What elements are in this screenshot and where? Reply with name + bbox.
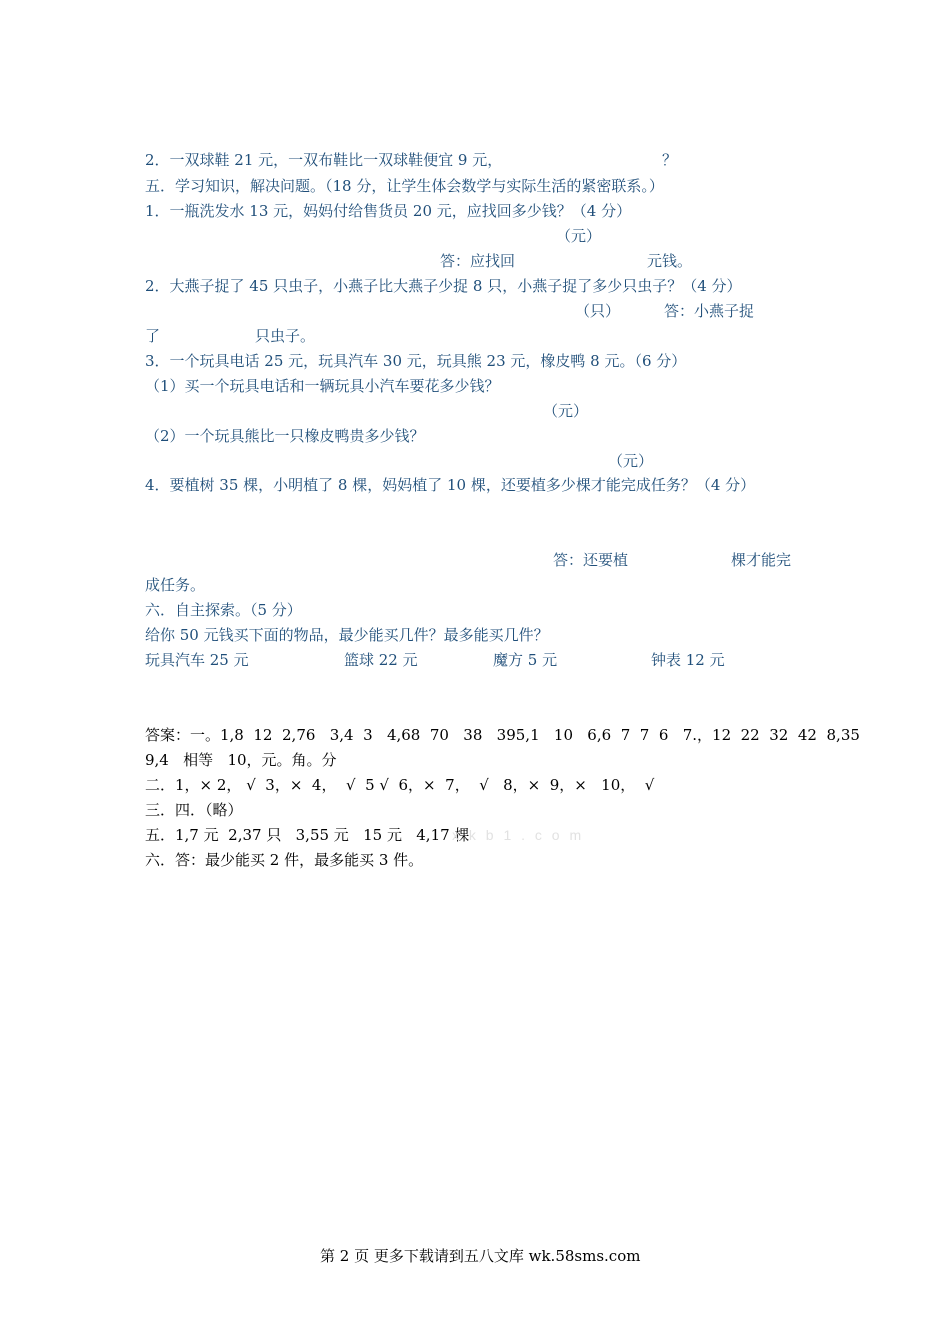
watermark: x k b 1 . c o m	[452, 827, 585, 843]
s5-q2-unit: （只）	[575, 302, 621, 320]
item-basketball: 篮球 22 元	[344, 651, 418, 669]
item-clock: 钟表 12 元	[651, 651, 725, 669]
s5-q2-answer-suffix: 只虫子。	[255, 327, 316, 345]
answers-line-4: 三．四．（略）	[145, 801, 243, 819]
s5-q4-answer-wrap: 成任务。	[145, 576, 206, 594]
section6-question: 给你 50 元钱买下面的物品，最少能买几件？最多能买几件？	[145, 626, 549, 644]
s5-q4-answer-prefix: 答：还要植	[553, 551, 629, 569]
s5-q3-sub2: （2）一个玩具熊比一只橡皮鸭贵多少钱？	[145, 427, 425, 445]
s5-q1-text: 1．一瓶洗发水 13 元，妈妈付给售货员 20 元，应找回多少钱？（4 分）	[145, 202, 632, 220]
answers-line-2: 9,4 相等 10，元。角。分	[145, 751, 337, 769]
section6-heading: 六．自主探索。（5 分）	[145, 601, 302, 619]
s5-q3-sub1-unit: （元）	[543, 402, 589, 420]
answers-line-6: 六．答：最少能买 2 件，最多能买 3 件。	[145, 851, 424, 869]
item-rubiks-cube: 魔方 5 元	[493, 651, 558, 669]
s5-q1-unit: （元）	[556, 227, 602, 245]
s5-q2-answer-prefix: 答：小燕子捉	[664, 302, 755, 320]
s5-q2-answer-wrap: 了	[145, 327, 161, 345]
s5-q3-text: 3．一个玩具电话 25 元，玩具汽车 30 元，玩具熊 23 元，橡皮鸭 8 元。（6 分）	[145, 352, 687, 370]
s5-q4-answer-suffix: 棵才能完	[731, 551, 792, 569]
answers-line-5: 五．1,7 元 2,37 只 3,55 元 15 元 4,17 棵	[145, 826, 470, 844]
s5-q3-sub2-unit: （元）	[608, 452, 654, 470]
q2-prev-text: 2．一双球鞋 21 元，一双布鞋比一双球鞋便宜 9 元，	[145, 151, 503, 169]
s5-q3-sub1: （1）买一个玩具电话和一辆玩具小汽车要花多少钱？	[145, 377, 500, 395]
answers-line-3: 二．1，× 2， √ 3，× 4， √ 5 √ 6，× 7， √ 8，× 9，× 10， √	[145, 776, 655, 794]
page-footer: 第 2 页 更多下载请到五八文库 wk.58sms.com	[320, 1247, 641, 1265]
section5-heading: 五．学习知识，解决问题。（18 分，让学生体会数学与实际生活的紧密联系。）	[145, 177, 664, 195]
item-toy-car: 玩具汽车 25 元	[145, 651, 249, 669]
s5-q2-text: 2．大燕子捉了 45 只虫子，小燕子比大燕子少捉 8 只，小燕子捉了多少只虫子？（4 分）	[145, 277, 742, 295]
s5-q1-answer-suffix: 元钱。	[647, 252, 693, 270]
s5-q1-answer-prefix: 答：应找回	[440, 252, 516, 270]
q2-prev-question-mark: ？	[662, 151, 678, 169]
answers-line-1: 答案：一。1,8 12 2,76 3,4 3 4,68 70 38 395,1 10 6,6 7 7 6 7.，12 22 32 42 8,35	[145, 726, 860, 744]
s5-q4-text: 4．要植树 35 棵，小明植了 8 棵，妈妈植了 10 棵，还要植多少棵才能完成任务？（4 分）	[145, 476, 756, 494]
